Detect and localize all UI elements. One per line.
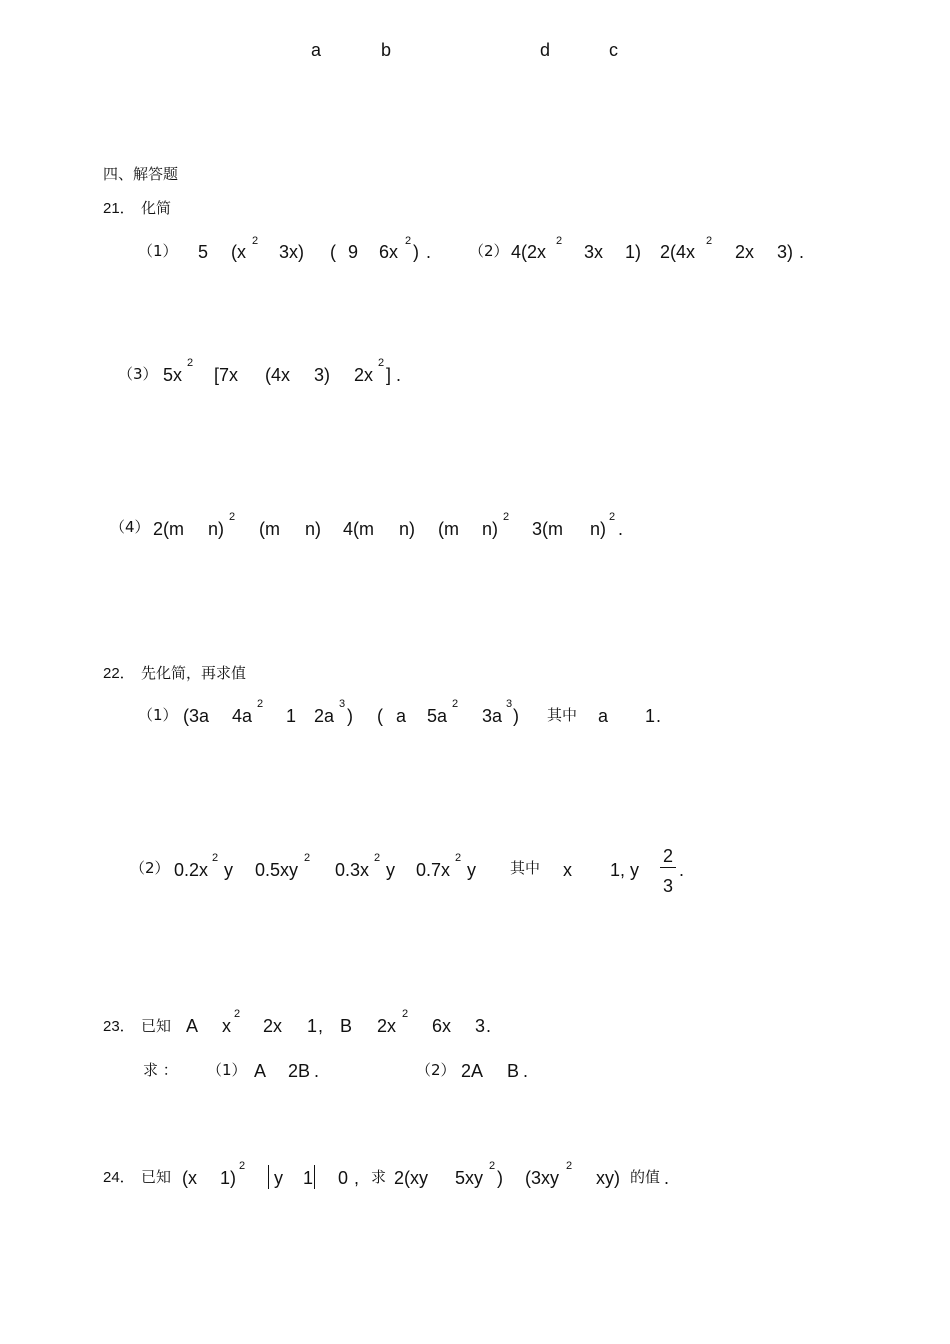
q21-p2-exp: 2 (706, 235, 713, 247)
q21-p4-exp: 2 (503, 511, 510, 523)
q23-ask: 求 ： (143, 1061, 178, 1079)
q23-math: 1 (307, 1016, 318, 1036)
q22-p2-math: 0.3x (335, 860, 370, 880)
fraction-bar (660, 867, 676, 868)
q21-p4-exp: 2 (229, 511, 236, 523)
q24-math: 2(xy (394, 1168, 429, 1188)
q22-p1-math: 4a (232, 706, 253, 726)
q22-p2-math: 0.5xy (255, 860, 299, 880)
q21-p4-math: 4(m (343, 519, 374, 539)
q21-p3-math: [7x (214, 365, 239, 385)
q21-p4-math: (m (438, 519, 459, 539)
q21-number: 21． (103, 200, 135, 217)
q22-p2-math: y (467, 860, 476, 880)
q22-p2-math: 0.2x (174, 860, 209, 880)
q21-p1-math: (x (231, 242, 246, 262)
q22-p1-cond: 1 (645, 706, 656, 726)
q21-p3-label: （3） (118, 365, 158, 383)
q24-end: . (664, 1168, 670, 1188)
q22-p2-math: y (224, 860, 233, 880)
q24-math: xy) (596, 1168, 620, 1188)
q22-p2-cond-word: 其中 (510, 859, 541, 877)
q22-p2-label: （2） (130, 859, 170, 877)
q24-exp: 2 (239, 1160, 246, 1172)
q24-math: 0 (338, 1168, 349, 1188)
q22-p2-exp: 2 (304, 852, 311, 864)
q21-p4-math: n) (208, 519, 225, 539)
q23-p2-label: （2） (416, 1061, 456, 1079)
q22-p1-math: 1 (286, 706, 297, 726)
q21-p3-math: ] (386, 365, 392, 385)
q23-math: 6x (432, 1016, 452, 1036)
q21-p4-label: （4） (110, 518, 150, 536)
q23-p1-math: A (254, 1061, 267, 1081)
q21-p2-math: 2(4x (660, 242, 696, 262)
q23-math: 2x (263, 1016, 283, 1036)
q21-p1-math: 6x (379, 242, 399, 262)
q23-math: 3 (475, 1016, 486, 1036)
q23-p1-label: （1） (207, 1061, 247, 1079)
q24-exp: 2 (566, 1160, 573, 1172)
q21-p1-label: （1） (138, 242, 178, 260)
q21-p2-math: . (799, 242, 805, 262)
q23-p2-math: B (507, 1061, 520, 1081)
q22-p2-math: 0.7x (416, 860, 451, 880)
section-title: 四、解答题 (103, 165, 179, 183)
q24-math: y (274, 1168, 283, 1188)
label-c: c (609, 40, 618, 60)
q21-p4-math: 3(m (532, 519, 563, 539)
q22-p2-cond: 1, y (610, 860, 640, 880)
q21-p3-exp: 2 (187, 357, 194, 369)
q23-exp: 2 (234, 1008, 241, 1020)
q22-p1-exp: 2 (452, 698, 459, 710)
q21-p1-exp: 2 (252, 235, 259, 247)
q21-p4-math: (m (259, 519, 280, 539)
q23-title: 已知 (141, 1017, 172, 1035)
q22-p2-cond: x (563, 860, 572, 880)
q21-p3-math: 3) (314, 365, 331, 385)
q24-math: (x (182, 1168, 197, 1188)
q23-p2-math: . (523, 1061, 529, 1081)
q23-exp: 2 (402, 1008, 409, 1020)
q21-p2-math: 1) (625, 242, 642, 262)
q21-p1-math: ( (330, 242, 336, 262)
q23-math: , (318, 1016, 324, 1036)
label-b: b (381, 40, 392, 60)
q21-p4-exp: 2 (609, 511, 616, 523)
q22-p2-exp: 2 (374, 852, 381, 864)
q24-math: 5xy (455, 1168, 484, 1188)
q21-p3-math: 5x (163, 365, 183, 385)
q23-p1-math: 2B (288, 1061, 311, 1081)
q23-math: B (340, 1016, 353, 1036)
q23-math: x (222, 1016, 231, 1036)
q21-p4-math: n) (590, 519, 607, 539)
q22-p1-math: (3a (183, 706, 210, 726)
q23-math: . (486, 1016, 492, 1036)
q21-p4-math: . (618, 519, 624, 539)
q22-p1-cond: a (598, 706, 609, 726)
q21-p2-label: （2） (469, 242, 509, 260)
q22-p2-math: y (386, 860, 395, 880)
q24-math: 1) (220, 1168, 237, 1188)
q22-p1-exp: 3 (506, 698, 513, 710)
q24-math: ) (497, 1168, 503, 1188)
q21-p2-math: 3x (584, 242, 604, 262)
q22-p1-exp: 3 (339, 698, 346, 710)
q21-title: 化简 (141, 199, 172, 217)
label-a: a (311, 40, 322, 60)
q21-p3-math: 2x (354, 365, 374, 385)
label-d: d (540, 40, 551, 60)
q23-p2-math: 2A (461, 1061, 484, 1081)
q21-p3-math: . (396, 365, 402, 385)
q23-math: 2x (377, 1016, 397, 1036)
q21-p3-math: (4x (265, 365, 291, 385)
q22-p2-cond: . (679, 860, 685, 880)
q22-number: 22． (103, 665, 135, 682)
q24-math: , (354, 1168, 360, 1188)
q24-tail: 的值 (630, 1168, 661, 1186)
q24-ask: 求 (371, 1168, 387, 1186)
q22-title: 先化简，再求值 (141, 664, 247, 682)
abs-bar-left (268, 1165, 269, 1189)
q24-title: 已知 (141, 1168, 172, 1186)
q22-p1-math: ) (513, 706, 519, 726)
q21-p4-math: n) (399, 519, 416, 539)
q21-p1-exp: 2 (405, 235, 412, 247)
q21-p2-exp: 2 (556, 235, 563, 247)
q24-number: 24． (103, 1169, 135, 1186)
q22-p1-label: （1） (138, 706, 178, 724)
q22-p1-cond: . (656, 706, 662, 726)
abs-bar-right (314, 1165, 315, 1189)
q22-p2-exp: 2 (212, 852, 219, 864)
q21-p1-math: ) (413, 242, 419, 262)
q22-p2-exp: 2 (455, 852, 462, 864)
fraction-numerator: 2 (663, 846, 674, 866)
q24-exp: 2 (489, 1160, 496, 1172)
q21-p1-math: 5 (198, 242, 209, 262)
q21-p1-math: 3x) (279, 242, 305, 262)
q22-p1-math: ) (347, 706, 353, 726)
q22-p1-math: 2a (314, 706, 335, 726)
q21-p2-math: 2x (735, 242, 755, 262)
q21-p3-exp: 2 (378, 357, 385, 369)
q21-p4-math: 2(m (153, 519, 184, 539)
q22-p1-math: 3a (482, 706, 503, 726)
q23-number: 23． (103, 1018, 135, 1035)
q23-p1-math: . (314, 1061, 320, 1081)
q21-p4-math: n) (482, 519, 499, 539)
q22-p1-cond-word: 其中 (547, 706, 578, 724)
q24-math: (3xy (525, 1168, 560, 1188)
q22-p1-math: ( (377, 706, 383, 726)
q23-math: A (186, 1016, 199, 1036)
fraction-denominator: 3 (663, 876, 674, 896)
q22-p1-math: a (396, 706, 407, 726)
q22-p1-exp: 2 (257, 698, 264, 710)
q22-p1-math: 5a (427, 706, 448, 726)
q24-math: 1 (303, 1168, 314, 1188)
q21-p4-math: n) (305, 519, 322, 539)
q21-p2-math: 4(2x (511, 242, 547, 262)
q21-p2-math: 3) (777, 242, 794, 262)
q21-p1-math: . (426, 242, 432, 262)
q21-p1-math: 9 (348, 242, 359, 262)
